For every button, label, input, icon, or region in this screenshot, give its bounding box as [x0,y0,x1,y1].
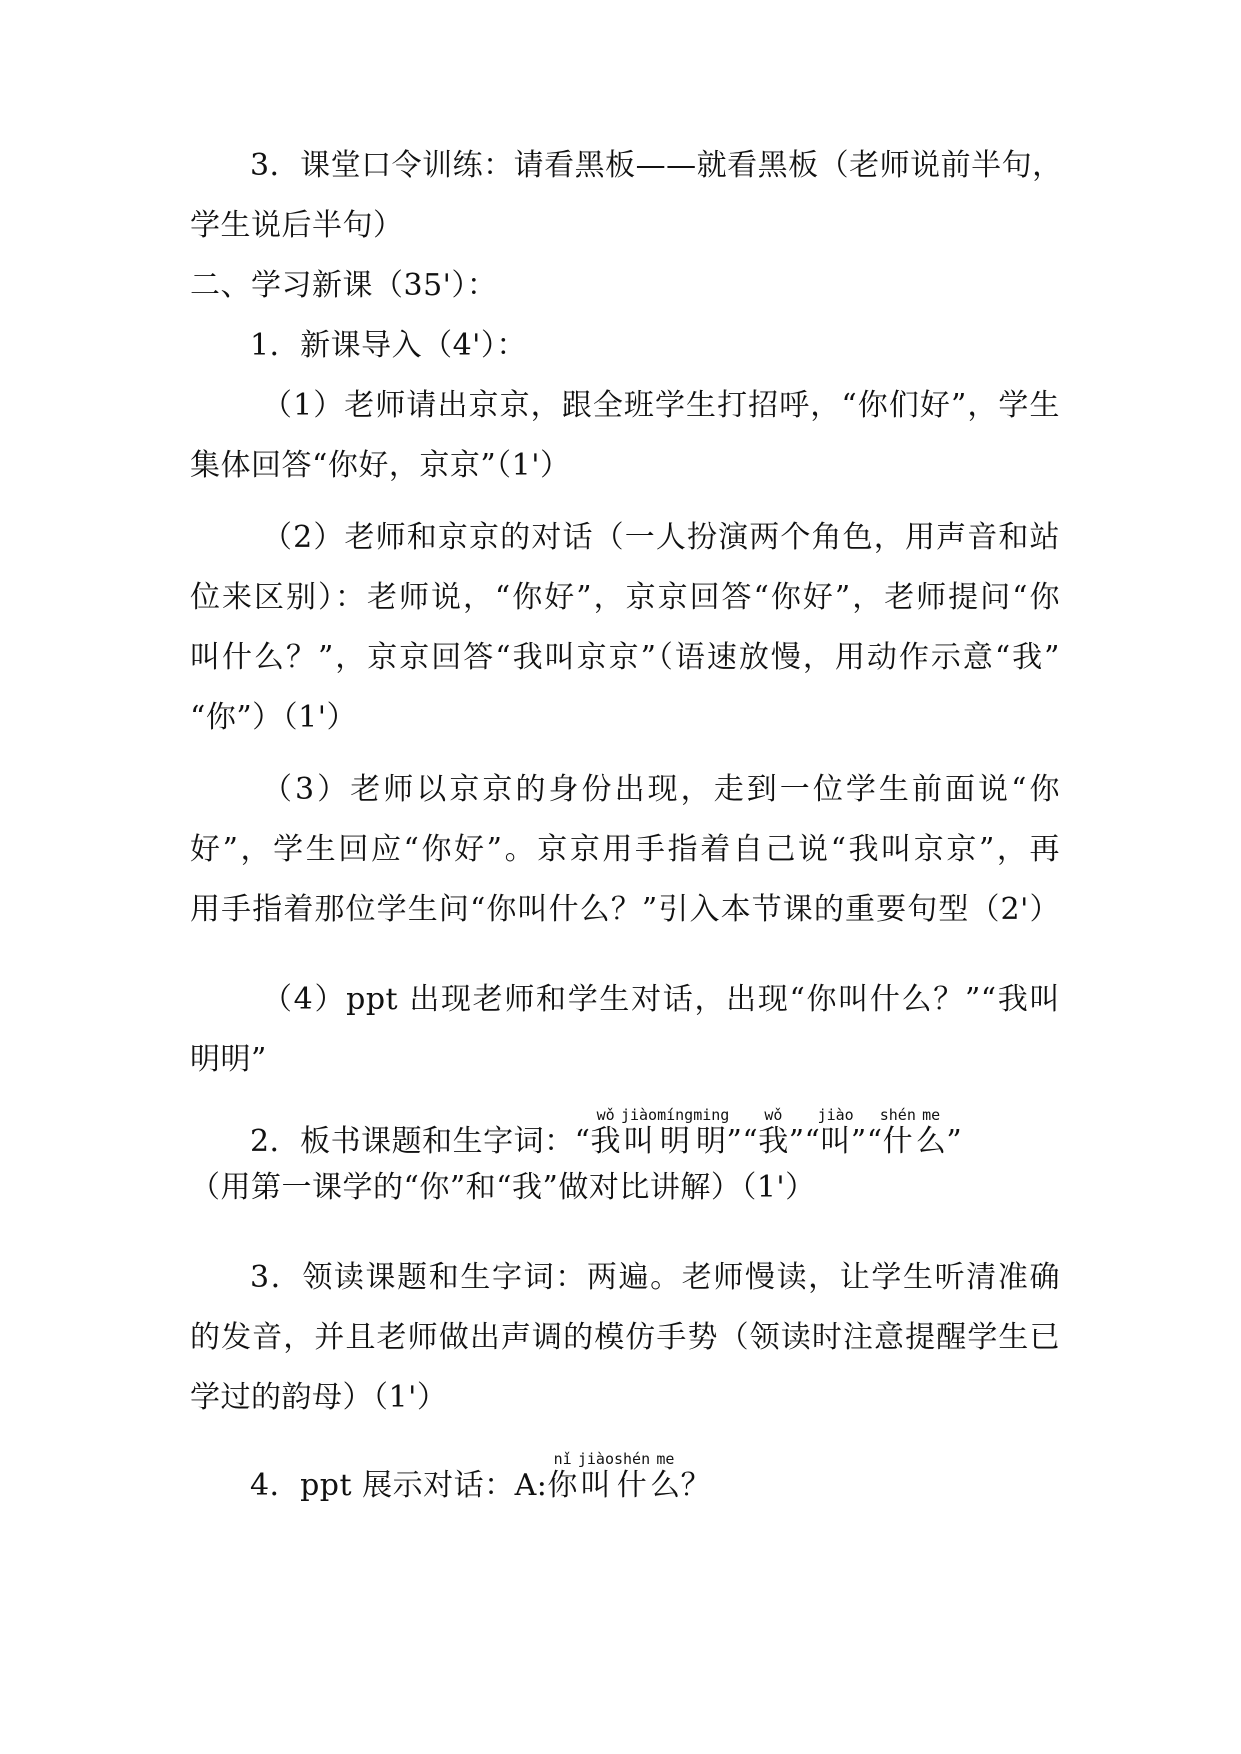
p1-line2: 学生说后半句） [190,208,404,243]
item4-suffix: ？ [680,1468,712,1503]
item2-line1 [250,1108,1060,1162]
item4-line1 [250,1452,1060,1506]
title-ruby-1: 我wǒ [590,1106,621,1159]
sep-1: ”“ [726,1124,759,1159]
me-ruby: 么me [915,1106,947,1159]
item4-prefix: 4．ppt 展示对话：A: [250,1468,548,1503]
sep-3: ”“ [850,1124,883,1159]
dialog-ruby-4: 么me [650,1450,681,1503]
sub1-line2: 集体回答“你好，京京”（1'） [190,448,571,483]
item2-prefix: 2．板书课题和生字词：“ [250,1124,591,1159]
title-ruby-4: 明ming [693,1106,730,1159]
sub4-line2: 明明” [190,1042,267,1077]
dialog-ruby-2: 叫jiào [577,1450,614,1503]
item2-suffix: ” [946,1124,963,1159]
sub3-line2: 好”，学生回应“你好”。京京用手指着自己说“我叫京京”，再 [190,832,1060,867]
item3-line2: 的发音，并且老师做出声调的模仿手势（领读时注意提醒学生已 [190,1320,1060,1355]
section-heading: 二、学习新课（35'）： [190,268,498,303]
dialog-ruby-3: 什shén [613,1450,651,1503]
sub2-line2: 位来区别）：老师说，“你好”，京京回答“你好”，老师提问“你 [190,580,1060,615]
item2-line2: （用第一课学的“你”和“我”做对比讲解）（1'） [190,1170,816,1205]
p1-line1: 3．课堂口令训练：请看黑板——就看黑板（老师说前半句， [250,148,1063,183]
dialog-ruby-1: 你nǐ [547,1450,578,1503]
sep-2: ”“ [788,1124,821,1159]
item3-line1: 3．领读课题和生字词：两遍。老师慢读，让学生听清准确 [250,1260,1060,1295]
sub2-line3: 叫什么？”，京京回答“我叫京京”（语速放慢，用动作示意“我” [190,640,1060,675]
sub2-line1: （2）老师和京京的对话（一人扮演两个角色，用声音和站 [262,520,1060,555]
title-ruby-2: 叫jiào [620,1106,658,1159]
item3-line3: 学过的韵母）（1'） [190,1380,448,1415]
sub2-line4: “你”）（1'） [190,700,358,735]
sub4-line1: （4）ppt 出现老师和学生对话，出现“你叫什么？”“我叫 [262,982,1060,1017]
item1-title: 1．新课导入（4'）： [250,328,527,363]
sub3-line3: 用手指着那位学生问“你叫什么？”引入本节课的重要句型（2'） [190,892,1060,927]
jiao-ruby: 叫jiào [817,1106,854,1159]
wo-ruby: 我wǒ [758,1106,789,1159]
title-ruby-3: 明míng [657,1106,694,1159]
sub3-line1: （3）老师以京京的身份出现，走到一位学生前面说“你 [262,772,1060,807]
sub1-line1: （1）老师请出京京，跟全班学生打招呼，“你们好”，学生 [262,388,1060,423]
shen-ruby: 什shén [879,1106,916,1159]
